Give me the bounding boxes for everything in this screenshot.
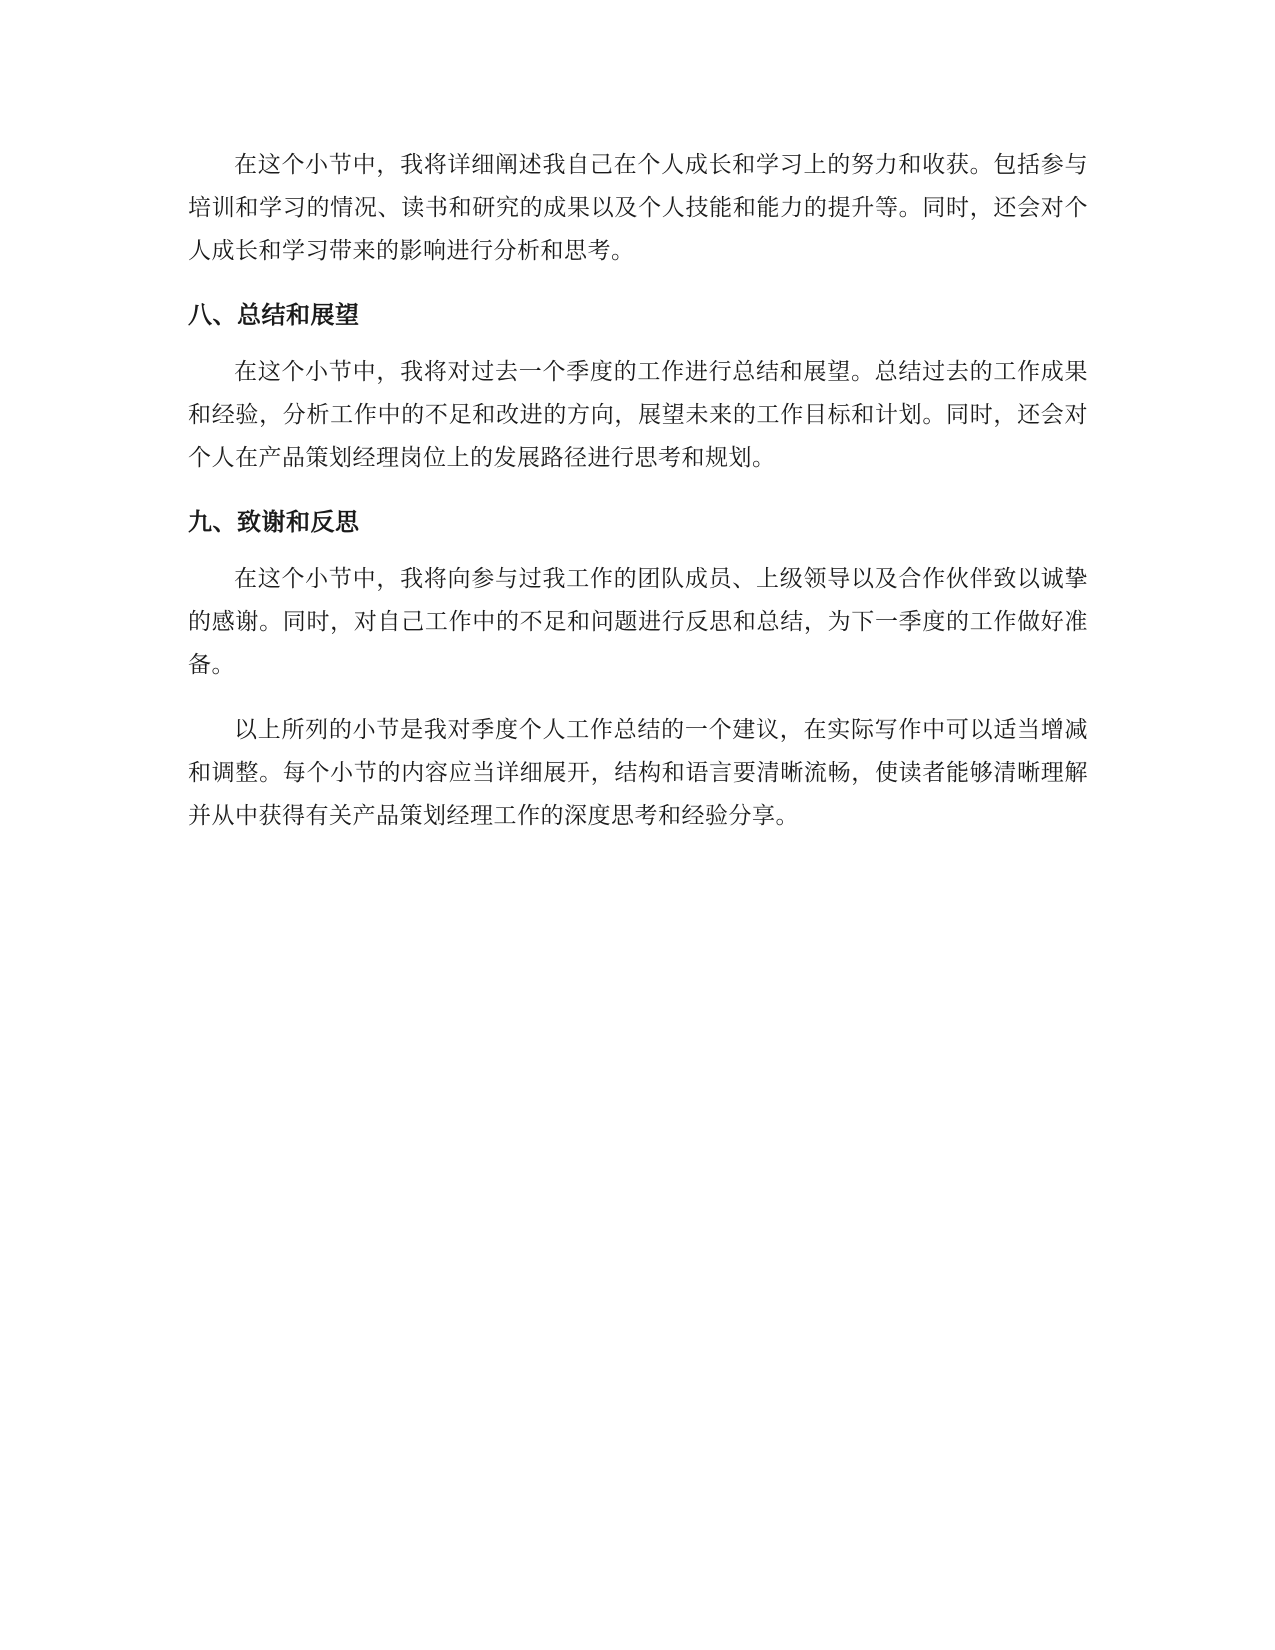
heading-summary-outlook: 八、总结和展望 (188, 301, 360, 329)
paragraph-closing: 以上所列的小节是我对季度个人工作总结的一个建议，在实际写作中可以适当增减和调整。每个小节的内容应当详细展开，结构和语言要清晰流畅，使读者能够清晰理解并从中获得有关产品策划经理工作的深度思考和经验分享。 (188, 717, 1088, 829)
heading-thanks-reflection: 九、致谢和反思 (188, 508, 360, 536)
document-body (188, 144, 1088, 860)
paragraph-personal-growth: 在这个小节中，我将详细阐述我自己在个人成长和学习上的努力和收获。包括参与培训和学习的情况、读书和研究的成果以及个人技能和能力的提升等。同时，还会对个人成长和学习带来的影响进行分析和思考。 (188, 152, 1088, 264)
paragraph-summary-outlook: 在这个小节中，我将对过去一个季度的工作进行总结和展望。总结过去的工作成果和经验，分析工作中的不足和改进的方向，展望未来的工作目标和计划。同时，还会对个人在产品策划经理岗位上的发展路径进行思考和规划。 (188, 359, 1088, 471)
paragraph-thanks-reflection: 在这个小节中，我将向参与过我工作的团队成员、上级领导以及合作伙伴致以诚挚的感谢。同时，对自己工作中的不足和问题进行反思和总结，为下一季度的工作做好准备。 (188, 566, 1088, 678)
